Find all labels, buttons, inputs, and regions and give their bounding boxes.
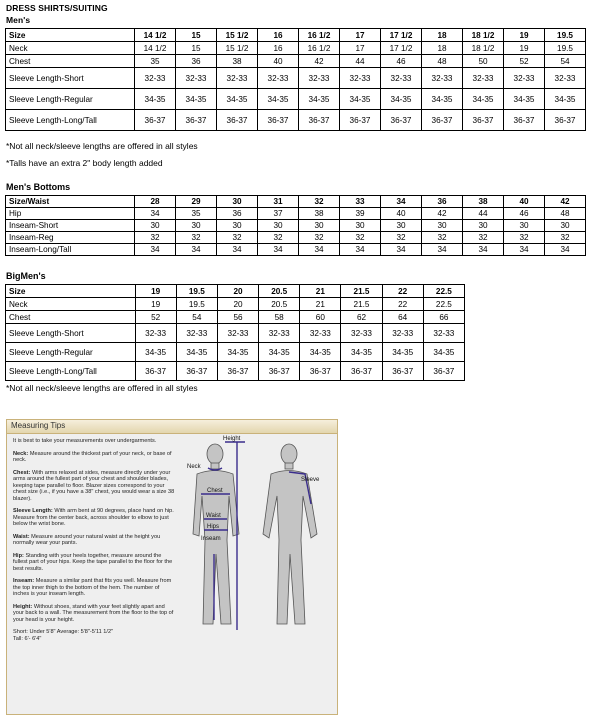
tip-text: With arms relaxed at sides, measure directly under your arms around the fullest part of your chest and shoulder blades, keeping tape parallel to floor. Blazer sizes correspond to your chest size (i.e., if you have a 38" chest, you would wear a size 38 blazer). xyxy=(13,469,175,502)
dress-row-label: Sleeve Length-Long/Tall xyxy=(6,110,135,131)
bigmen-cell: 19 xyxy=(135,285,176,298)
dress-cell: 52 xyxy=(504,55,545,68)
bottoms-cell: 30 xyxy=(381,220,422,232)
dress-cell: 34-35 xyxy=(217,89,258,110)
bottoms-cell: 34 xyxy=(422,244,463,256)
bigmen-cell: 32-33 xyxy=(423,324,464,343)
waist-label: Waist xyxy=(206,513,221,519)
bottoms-cell: 40 xyxy=(504,196,545,208)
bigmen-cell: 34-35 xyxy=(259,343,300,362)
bigmen-cell: 20 xyxy=(217,298,258,311)
bottoms-cell: 30 xyxy=(340,220,381,232)
bigmen-row xyxy=(6,362,465,381)
bottoms-cell: 36 xyxy=(422,196,463,208)
dress-cell: 18 xyxy=(422,42,463,55)
bottoms-cell: 30 xyxy=(299,220,340,232)
bigmen-cell: 56 xyxy=(217,311,258,324)
dress-cell: 32-33 xyxy=(340,68,381,89)
dress-cell: 34-35 xyxy=(545,89,586,110)
bottoms-cell: 40 xyxy=(381,208,422,220)
bottoms-cell: 32 xyxy=(340,232,381,244)
dress-cell: 35 xyxy=(135,55,176,68)
tip-term: Waist: xyxy=(13,533,30,540)
dress-cell: 34-35 xyxy=(340,89,381,110)
dress-cell: 16 xyxy=(258,29,299,42)
dress-cell: 17 xyxy=(340,42,381,55)
tip-item xyxy=(13,470,175,503)
dress-shirts-title: DRESS SHIRTS/SUITING xyxy=(6,3,108,13)
tips-height-ranges: Short: Under 5'8" Average: 5'8"-5'11 1/2" xyxy=(13,629,114,635)
bottoms-cell: 42 xyxy=(545,196,586,208)
dress-shirt-size-table xyxy=(5,28,586,131)
bigmen-cell: 22 xyxy=(382,298,423,311)
measuring-tips-panel xyxy=(6,419,338,715)
dress-cell: 19.5 xyxy=(545,29,586,42)
bottoms-cell: 34 xyxy=(463,244,504,256)
bottoms-cell: 32 xyxy=(176,232,217,244)
dress-cell: 48 xyxy=(422,55,463,68)
tip-text: Measure a similar pant that fits you well. Measure from the top inner thigh to the bottom of the hem. The number of inches is your inseam length. xyxy=(13,578,172,597)
bottoms-cell: 30 xyxy=(422,220,463,232)
dress-cell: 36-37 xyxy=(545,110,586,131)
bigmen-cell: 32-33 xyxy=(382,324,423,343)
dress-cell: 17 xyxy=(340,29,381,42)
dress-row xyxy=(6,55,586,68)
dress-cell: 14 1/2 xyxy=(135,29,176,42)
bigmen-cell: 21.5 xyxy=(341,298,382,311)
tip-term: Hip: xyxy=(13,552,24,559)
bottoms-row-label: Inseam-Reg xyxy=(6,232,135,244)
dress-cell: 38 xyxy=(217,55,258,68)
bigmen-cell: 21.5 xyxy=(341,285,382,298)
tip-text: Standing with your heels together, measure around the fullest part of your hips. Keep the tape parallel to the floor for the best results. xyxy=(13,552,173,572)
bottoms-row xyxy=(6,208,586,220)
bottoms-cell: 42 xyxy=(422,208,463,220)
tip-term: Sleeve Length: xyxy=(13,508,53,514)
bigmen-row-label: Sleeve Length-Regular xyxy=(6,343,136,362)
bottoms-cell: 30 xyxy=(545,220,586,232)
dress-cell: 36-37 xyxy=(217,110,258,131)
bigmen-cell: 36-37 xyxy=(300,362,341,381)
dress-cell: 16 1/2 xyxy=(299,42,340,55)
bigmen-cell: 34-35 xyxy=(300,343,341,362)
bigmen-cell: 20.5 xyxy=(259,298,300,311)
bottoms-row-label: Hip xyxy=(6,208,135,220)
bigmen-cell: 22.5 xyxy=(423,298,464,311)
tip-item xyxy=(13,553,175,573)
height-label: Height xyxy=(223,436,241,442)
dress-cell: 36-37 xyxy=(381,110,422,131)
dress-cell: 17 1/2 xyxy=(381,42,422,55)
bottoms-cell: 48 xyxy=(545,208,586,220)
inseam-label: Inseam xyxy=(201,536,221,542)
bottoms-cell: 39 xyxy=(340,208,381,220)
bigmen-cell: 58 xyxy=(259,311,300,324)
bigmens-note: *Not all neck/sleeve lengths are offered in all styles xyxy=(6,383,198,393)
bigmen-cell: 34-35 xyxy=(217,343,258,362)
bigmen-cell: 36-37 xyxy=(382,362,423,381)
dress-row-label: Neck xyxy=(6,42,135,55)
tips-list xyxy=(13,451,175,624)
dress-cell: 32-33 xyxy=(381,68,422,89)
bigmen-row xyxy=(6,285,465,298)
dress-cell: 32-33 xyxy=(545,68,586,89)
bigmen-cell: 20 xyxy=(217,285,258,298)
dress-cell: 36-37 xyxy=(135,110,176,131)
dress-cell: 36-37 xyxy=(463,110,504,131)
bottoms-cell: 34 xyxy=(381,196,422,208)
bigmen-cell: 34-35 xyxy=(341,343,382,362)
dress-cell: 15 xyxy=(176,29,217,42)
tip-term: Inseam: xyxy=(13,578,35,584)
bigmen-row xyxy=(6,324,465,343)
bottoms-cell: 34 xyxy=(135,244,176,256)
dress-cell: 34-35 xyxy=(176,89,217,110)
bigmen-cell: 34-35 xyxy=(135,343,176,362)
bottoms-cell: 34 xyxy=(545,244,586,256)
bottoms-cell: 30 xyxy=(217,220,258,232)
bigmen-cell: 60 xyxy=(300,311,341,324)
dress-cell: 54 xyxy=(545,55,586,68)
bottoms-cell: 35 xyxy=(176,208,217,220)
bigmen-cell: 21 xyxy=(300,285,341,298)
bigmen-cell: 32-33 xyxy=(217,324,258,343)
bottoms-cell: 34 xyxy=(217,244,258,256)
bottoms-row-label: Inseam-Long/Tall xyxy=(6,244,135,256)
bigmen-row-label: Sleeve Length-Short xyxy=(6,324,136,343)
dress-cell: 19.5 xyxy=(545,42,586,55)
bottoms-cell: 32 xyxy=(299,232,340,244)
dress-row xyxy=(6,68,586,89)
bottoms-cell: 32 xyxy=(422,232,463,244)
bottoms-cell: 29 xyxy=(176,196,217,208)
bigmen-cell: 36-37 xyxy=(217,362,258,381)
bottoms-cell: 32 xyxy=(381,232,422,244)
dress-cell: 50 xyxy=(463,55,504,68)
bigmen-row xyxy=(6,311,465,324)
bigmen-cell: 36-37 xyxy=(423,362,464,381)
dress-cell: 36-37 xyxy=(504,110,545,131)
bottoms-row-label: Size/Waist xyxy=(6,196,135,208)
measuring-tips-text xyxy=(13,438,175,642)
bottoms-cell: 37 xyxy=(258,208,299,220)
bottoms-cell: 44 xyxy=(463,208,504,220)
bigmen-cell: 32-33 xyxy=(300,324,341,343)
bigmen-cell: 19.5 xyxy=(176,298,217,311)
bigmen-row-label: Neck xyxy=(6,298,136,311)
bottoms-cell: 28 xyxy=(135,196,176,208)
bigmen-cell: 32-33 xyxy=(176,324,217,343)
dress-cell: 34-35 xyxy=(463,89,504,110)
bigmen-cell: 22.5 xyxy=(423,285,464,298)
dress-cell: 40 xyxy=(258,55,299,68)
bottoms-row xyxy=(6,220,586,232)
bottoms-cell: 34 xyxy=(176,244,217,256)
back-figure-head xyxy=(281,444,297,464)
bigmen-cell: 19.5 xyxy=(176,285,217,298)
dress-cell: 34-35 xyxy=(422,89,463,110)
dress-row-label: Sleeve Length-Short xyxy=(6,68,135,89)
bigmen-cell: 52 xyxy=(135,311,176,324)
dress-row xyxy=(6,110,586,131)
bottoms-cell: 32 xyxy=(258,232,299,244)
tip-term: Chest: xyxy=(13,469,31,476)
bottoms-cell: 36 xyxy=(217,208,258,220)
tip-term: Height: xyxy=(13,603,33,610)
bigmen-cell: 22 xyxy=(382,285,423,298)
bigmen-row xyxy=(6,298,465,311)
bigmen-cell: 36-37 xyxy=(259,362,300,381)
bottoms-cell: 30 xyxy=(135,220,176,232)
bigmen-cell: 34-35 xyxy=(176,343,217,362)
dress-cell: 15 1/2 xyxy=(217,29,258,42)
bigmen-cell: 32-33 xyxy=(259,324,300,343)
bottoms-cell: 32 xyxy=(299,196,340,208)
bigmen-row xyxy=(6,343,465,362)
dress-cell: 42 xyxy=(299,55,340,68)
tip-item xyxy=(13,604,175,624)
mens-bottoms-title: Men's Bottoms xyxy=(6,182,71,192)
bigmen-row-label: Size xyxy=(6,285,136,298)
bottoms-cell: 34 xyxy=(299,244,340,256)
front-figure-head xyxy=(207,444,223,464)
bigmen-cell: 20.5 xyxy=(259,285,300,298)
mens-bottoms-size-table xyxy=(5,195,586,256)
tip-term: Neck: xyxy=(13,450,29,457)
dress-cell: 34-35 xyxy=(504,89,545,110)
dress-cell: 32-33 xyxy=(422,68,463,89)
bottoms-cell: 32 xyxy=(135,232,176,244)
dress-cell: 32-33 xyxy=(217,68,258,89)
dress-cell: 36-37 xyxy=(422,110,463,131)
tip-text: With arm bent at 90 degrees, place hand on hip. Measure from the center back, across shoulder to elbow to just below the wrist bone. xyxy=(13,508,174,527)
bottoms-row xyxy=(6,196,586,208)
dress-cell: 17 1/2 xyxy=(381,29,422,42)
bottoms-cell: 32 xyxy=(463,232,504,244)
bottoms-cell: 30 xyxy=(217,196,258,208)
dress-cell: 34-35 xyxy=(135,89,176,110)
dress-note-neck-sleeve: *Not all neck/sleeve lengths are offered in all styles xyxy=(6,141,198,151)
dress-cell: 34-35 xyxy=(381,89,422,110)
bottoms-cell: 34 xyxy=(504,244,545,256)
bottoms-cell: 34 xyxy=(135,208,176,220)
dress-cell: 32-33 xyxy=(135,68,176,89)
dress-cell: 18 xyxy=(422,29,463,42)
bigmen-cell: 64 xyxy=(382,311,423,324)
mens-subtitle: Men's xyxy=(6,15,31,25)
bigmen-cell: 32-33 xyxy=(135,324,176,343)
tips-intro: It is best to take your measurements over undergarments. xyxy=(13,438,157,444)
bigmen-row-label: Chest xyxy=(6,311,136,324)
dress-row xyxy=(6,42,586,55)
bottoms-cell: 32 xyxy=(545,232,586,244)
bigmen-cell: 34-35 xyxy=(382,343,423,362)
dress-row xyxy=(6,29,586,42)
tip-text: Measure around the thickest part of your neck, or base of neck. xyxy=(13,450,172,463)
bigmen-cell: 36-37 xyxy=(341,362,382,381)
tip-item xyxy=(13,451,175,464)
dress-cell: 36-37 xyxy=(299,110,340,131)
bottoms-cell: 34 xyxy=(340,244,381,256)
dress-row-label: Chest xyxy=(6,55,135,68)
bottoms-cell: 33 xyxy=(340,196,381,208)
bottoms-cell: 32 xyxy=(217,232,258,244)
dress-note-talls: *Talls have an extra 2" body length added xyxy=(6,158,163,168)
bigmen-cell: 36-37 xyxy=(135,362,176,381)
dress-cell: 34-35 xyxy=(258,89,299,110)
dress-cell: 44 xyxy=(340,55,381,68)
chest-label: Chest xyxy=(207,488,223,494)
bigmen-cell: 36-37 xyxy=(176,362,217,381)
front-figure-neck xyxy=(211,463,219,469)
bottoms-row xyxy=(6,232,586,244)
bottoms-row xyxy=(6,244,586,256)
dress-cell: 36-37 xyxy=(176,110,217,131)
tip-text: Measure around your natural waist at the height you normally wear your pants. xyxy=(13,533,161,546)
dress-cell: 32-33 xyxy=(463,68,504,89)
tips-tall-range: Tall: 6'- 6'4" xyxy=(13,635,42,642)
dress-cell: 15 xyxy=(176,42,217,55)
dress-cell: 18 1/2 xyxy=(463,42,504,55)
measuring-tips-header xyxy=(7,420,337,434)
bottoms-cell: 30 xyxy=(258,220,299,232)
bigmen-cell: 66 xyxy=(423,311,464,324)
dress-cell: 32-33 xyxy=(176,68,217,89)
dress-cell: 36-37 xyxy=(258,110,299,131)
back-figure-neck xyxy=(285,463,293,469)
bottoms-cell: 34 xyxy=(381,244,422,256)
front-figure xyxy=(193,444,239,624)
tip-item xyxy=(13,578,175,598)
measuring-tips-title: Measuring Tips xyxy=(11,421,66,430)
dress-cell: 14 1/2 xyxy=(135,42,176,55)
hips-label: Hips xyxy=(207,524,220,530)
neck-label: Neck xyxy=(187,464,201,470)
bottoms-cell: 30 xyxy=(463,220,504,232)
bigmen-cell: 62 xyxy=(341,311,382,324)
tip-item xyxy=(13,534,175,547)
bottoms-cell: 31 xyxy=(258,196,299,208)
measuring-figures-illustration xyxy=(177,434,337,714)
bigmens-size-table xyxy=(5,284,465,381)
bigmen-cell: 54 xyxy=(176,311,217,324)
bigmen-cell: 32-33 xyxy=(341,324,382,343)
bottoms-cell: 38 xyxy=(299,208,340,220)
bottoms-cell: 30 xyxy=(504,220,545,232)
dress-row xyxy=(6,89,586,110)
dress-cell: 16 1/2 xyxy=(299,29,340,42)
bigmen-cell: 19 xyxy=(135,298,176,311)
dress-cell: 32-33 xyxy=(258,68,299,89)
back-figure xyxy=(263,444,317,624)
dress-cell: 32-33 xyxy=(504,68,545,89)
dress-cell: 15 1/2 xyxy=(217,42,258,55)
bigmen-cell: 34-35 xyxy=(423,343,464,362)
bigmen-cell: 21 xyxy=(300,298,341,311)
dress-cell: 34-35 xyxy=(299,89,340,110)
dress-cell: 18 1/2 xyxy=(463,29,504,42)
bottoms-cell: 46 xyxy=(504,208,545,220)
bigmen-row-label: Sleeve Length-Long/Tall xyxy=(6,362,136,381)
bottoms-cell: 38 xyxy=(463,196,504,208)
bottoms-row-label: Inseam-Short xyxy=(6,220,135,232)
tip-text: Without shoes, stand with your feet slightly apart and your back to a wall. The measurement from the floor to the top of your head is your height. xyxy=(13,603,174,623)
dress-cell: 19 xyxy=(504,42,545,55)
dress-cell: 19 xyxy=(504,29,545,42)
dress-cell: 36 xyxy=(176,55,217,68)
dress-row-label: Sleeve Length-Regular xyxy=(6,89,135,110)
bottoms-cell: 32 xyxy=(504,232,545,244)
sleeve-label: Sleeve xyxy=(301,477,320,483)
tip-item xyxy=(13,508,175,528)
bottoms-cell: 34 xyxy=(258,244,299,256)
dress-cell: 36-37 xyxy=(340,110,381,131)
dress-cell: 32-33 xyxy=(299,68,340,89)
dress-cell: 46 xyxy=(381,55,422,68)
bigmens-title: BigMen's xyxy=(6,271,46,281)
dress-cell: 16 xyxy=(258,42,299,55)
bottoms-cell: 30 xyxy=(176,220,217,232)
dress-row-label: Size xyxy=(6,29,135,42)
